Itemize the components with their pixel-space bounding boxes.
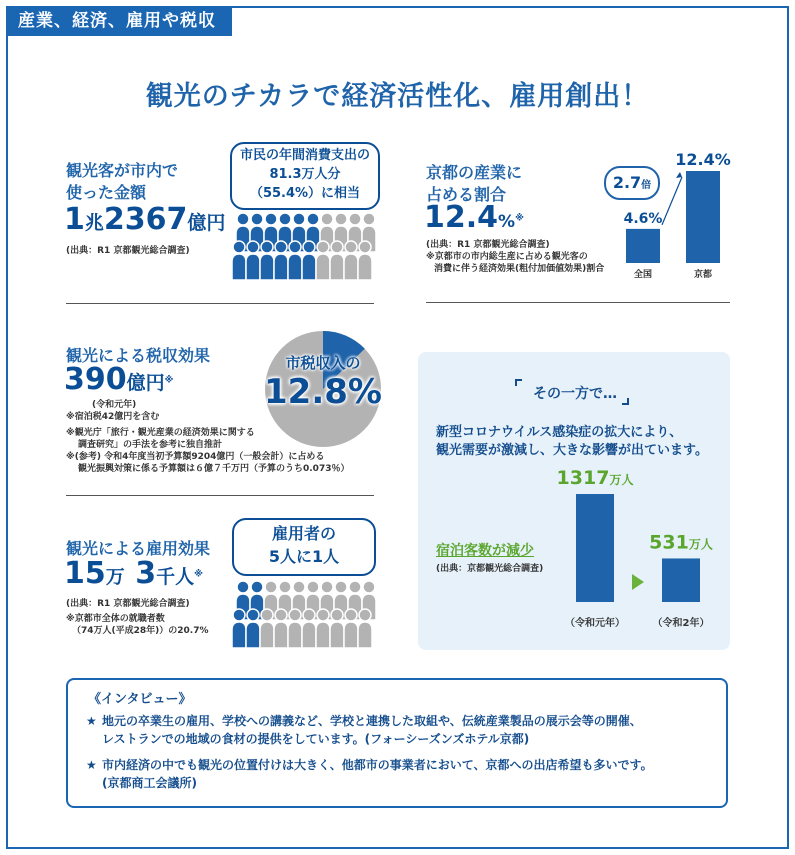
bar-1 <box>686 171 720 263</box>
industry-label-1: 京都の産業に <box>426 163 523 182</box>
spending-bubble: 市民の年間消費支出の 81.3万人分 （55.4%）に相当 <box>230 142 380 210</box>
person-icon <box>246 241 260 280</box>
industry-value: 12.4%※ <box>424 200 524 235</box>
interview-item-1: ★ 地元の卒業生の雇用、学校への講義など、学校と連携した取組や、伝統産業製品の展示会等の開催、 レストランでの地域の食材の提供をしています。(フォーシーズンズホテル京都) <box>86 714 642 746</box>
person-icon <box>330 241 344 280</box>
interview-item-2: ★ 市内経済の中でも観光の位置付けは大きく、他都市の事業者において、京都への出店希望も多いです。 (京都商工会議所) <box>86 758 653 790</box>
person-icon <box>330 609 344 648</box>
guests-bar-chart <box>540 462 730 642</box>
guest-bar-1 <box>662 558 700 602</box>
person-icon <box>232 609 246 648</box>
industry-note-2: 消費に伴う経済効果(粗付加価値効果)割合 <box>434 264 605 274</box>
section-tag: 産業、経済、雇用や税収 <box>6 6 232 36</box>
bar-value-label-0: 4.6% <box>623 210 663 227</box>
person-icon <box>274 241 288 280</box>
meanwhile-heading: その一方で… <box>533 386 617 402</box>
person-icon <box>288 241 302 280</box>
meanwhile-text: 新型コロナウイルス感染症の拡大により、 観光需要が激減し、大きな影響が出ています。 <box>436 425 708 458</box>
person-icon <box>274 609 288 648</box>
interview-box <box>66 678 728 808</box>
person-icon <box>232 241 246 280</box>
tax-note-2b: 調査研究」の手法を参考に独自推計 <box>78 440 223 450</box>
divider <box>426 302 730 303</box>
industry-note-1: ※京都市の市内総生産に占める観光客の <box>426 252 588 262</box>
industry-source: (出典：R1 京都観光総合調査) <box>426 240 550 250</box>
person-icon <box>316 609 330 648</box>
tax-note-2a: ※観光庁「旅行・観光産業の経済効果に関する <box>66 428 255 438</box>
spending-people-icons <box>226 208 376 286</box>
bar-category-label-0: 全国 <box>633 270 653 280</box>
meanwhile-source: (出典：京都観光総合調査) <box>436 564 544 574</box>
person-icon <box>288 609 302 648</box>
guest-bar-category-0: （令和元年） <box>565 618 625 629</box>
person-icon <box>260 609 274 648</box>
person-icon <box>316 241 330 280</box>
spending-label-1: 観光客が市内で <box>66 161 179 180</box>
person-icon <box>246 609 260 648</box>
guest-bar-value-1: 531万人 <box>649 531 713 554</box>
employment-source: (出典：R1 京都観光総合調査) <box>66 599 190 609</box>
bar-value-label-1: 12.4% <box>675 150 731 169</box>
bar-category-label-1: 京都 <box>693 270 713 280</box>
person-icon <box>302 609 316 648</box>
employment-people-icons <box>226 576 376 656</box>
employment-label: 観光による雇用効果 <box>66 539 211 558</box>
arrow-right-icon <box>632 574 644 590</box>
guest-bar-0 <box>576 494 614 602</box>
star-icon: ★ <box>86 714 97 728</box>
person-icon <box>358 241 372 280</box>
pie-label: 市税収入の <box>285 354 361 372</box>
person-icon <box>358 609 372 648</box>
divider <box>66 495 374 496</box>
spending-source: (出典：R1 京都観光総合調査) <box>66 246 190 256</box>
employment-note-2: （74万人(平成28年)）の20.7% <box>72 626 209 636</box>
guest-bar-category-1: （令和2年） <box>652 618 710 629</box>
tax-note-3b: 観光振興対策に係る予算額は６億７千万円（予算のうち0.073％） <box>78 464 350 474</box>
star-icon: ★ <box>86 758 97 772</box>
tax-value: 390億円※ <box>64 362 174 397</box>
employment-bubble: 雇用者の 5人に1人 <box>232 518 376 576</box>
interview-heading: 《インタビュー》 <box>88 692 192 707</box>
guest-bar-value-0: 1317万人 <box>556 467 634 489</box>
tax-note-1: ※宿泊税42億円を含む <box>66 412 160 422</box>
page-title: 観光のチカラで経済活性化、雇用創出！ <box>145 81 650 112</box>
industry-label-2: 占める割合 <box>426 185 507 204</box>
person-icon <box>302 241 316 280</box>
person-icon <box>260 241 274 280</box>
meanwhile-label: 宿泊客数が減少 <box>436 543 534 559</box>
spending-value: 1兆2367億円 <box>64 202 226 237</box>
arrow-head-icon <box>676 172 682 178</box>
spending-label-2: 使った金額 <box>66 183 147 202</box>
person-icon <box>344 609 358 648</box>
employment-note-1: ※京都市全体の就職者数 <box>66 614 165 624</box>
heading-brackets <box>514 378 636 406</box>
divider <box>66 303 374 304</box>
employment-value: 15万 3千人※ <box>64 556 203 591</box>
bar-0 <box>626 229 660 263</box>
ratio-bubble: 2.7倍 <box>604 166 660 200</box>
growth-arrow <box>662 177 682 225</box>
tax-period: (令和元年) <box>92 400 137 410</box>
pie-value: 12.8% <box>264 372 382 412</box>
tax-label: 観光による税収効果 <box>66 346 211 365</box>
tax-note-3a: ※(参考) 令和4年度当初予算額9204億円（一般会計）に占める <box>66 452 325 462</box>
person-icon <box>344 241 358 280</box>
